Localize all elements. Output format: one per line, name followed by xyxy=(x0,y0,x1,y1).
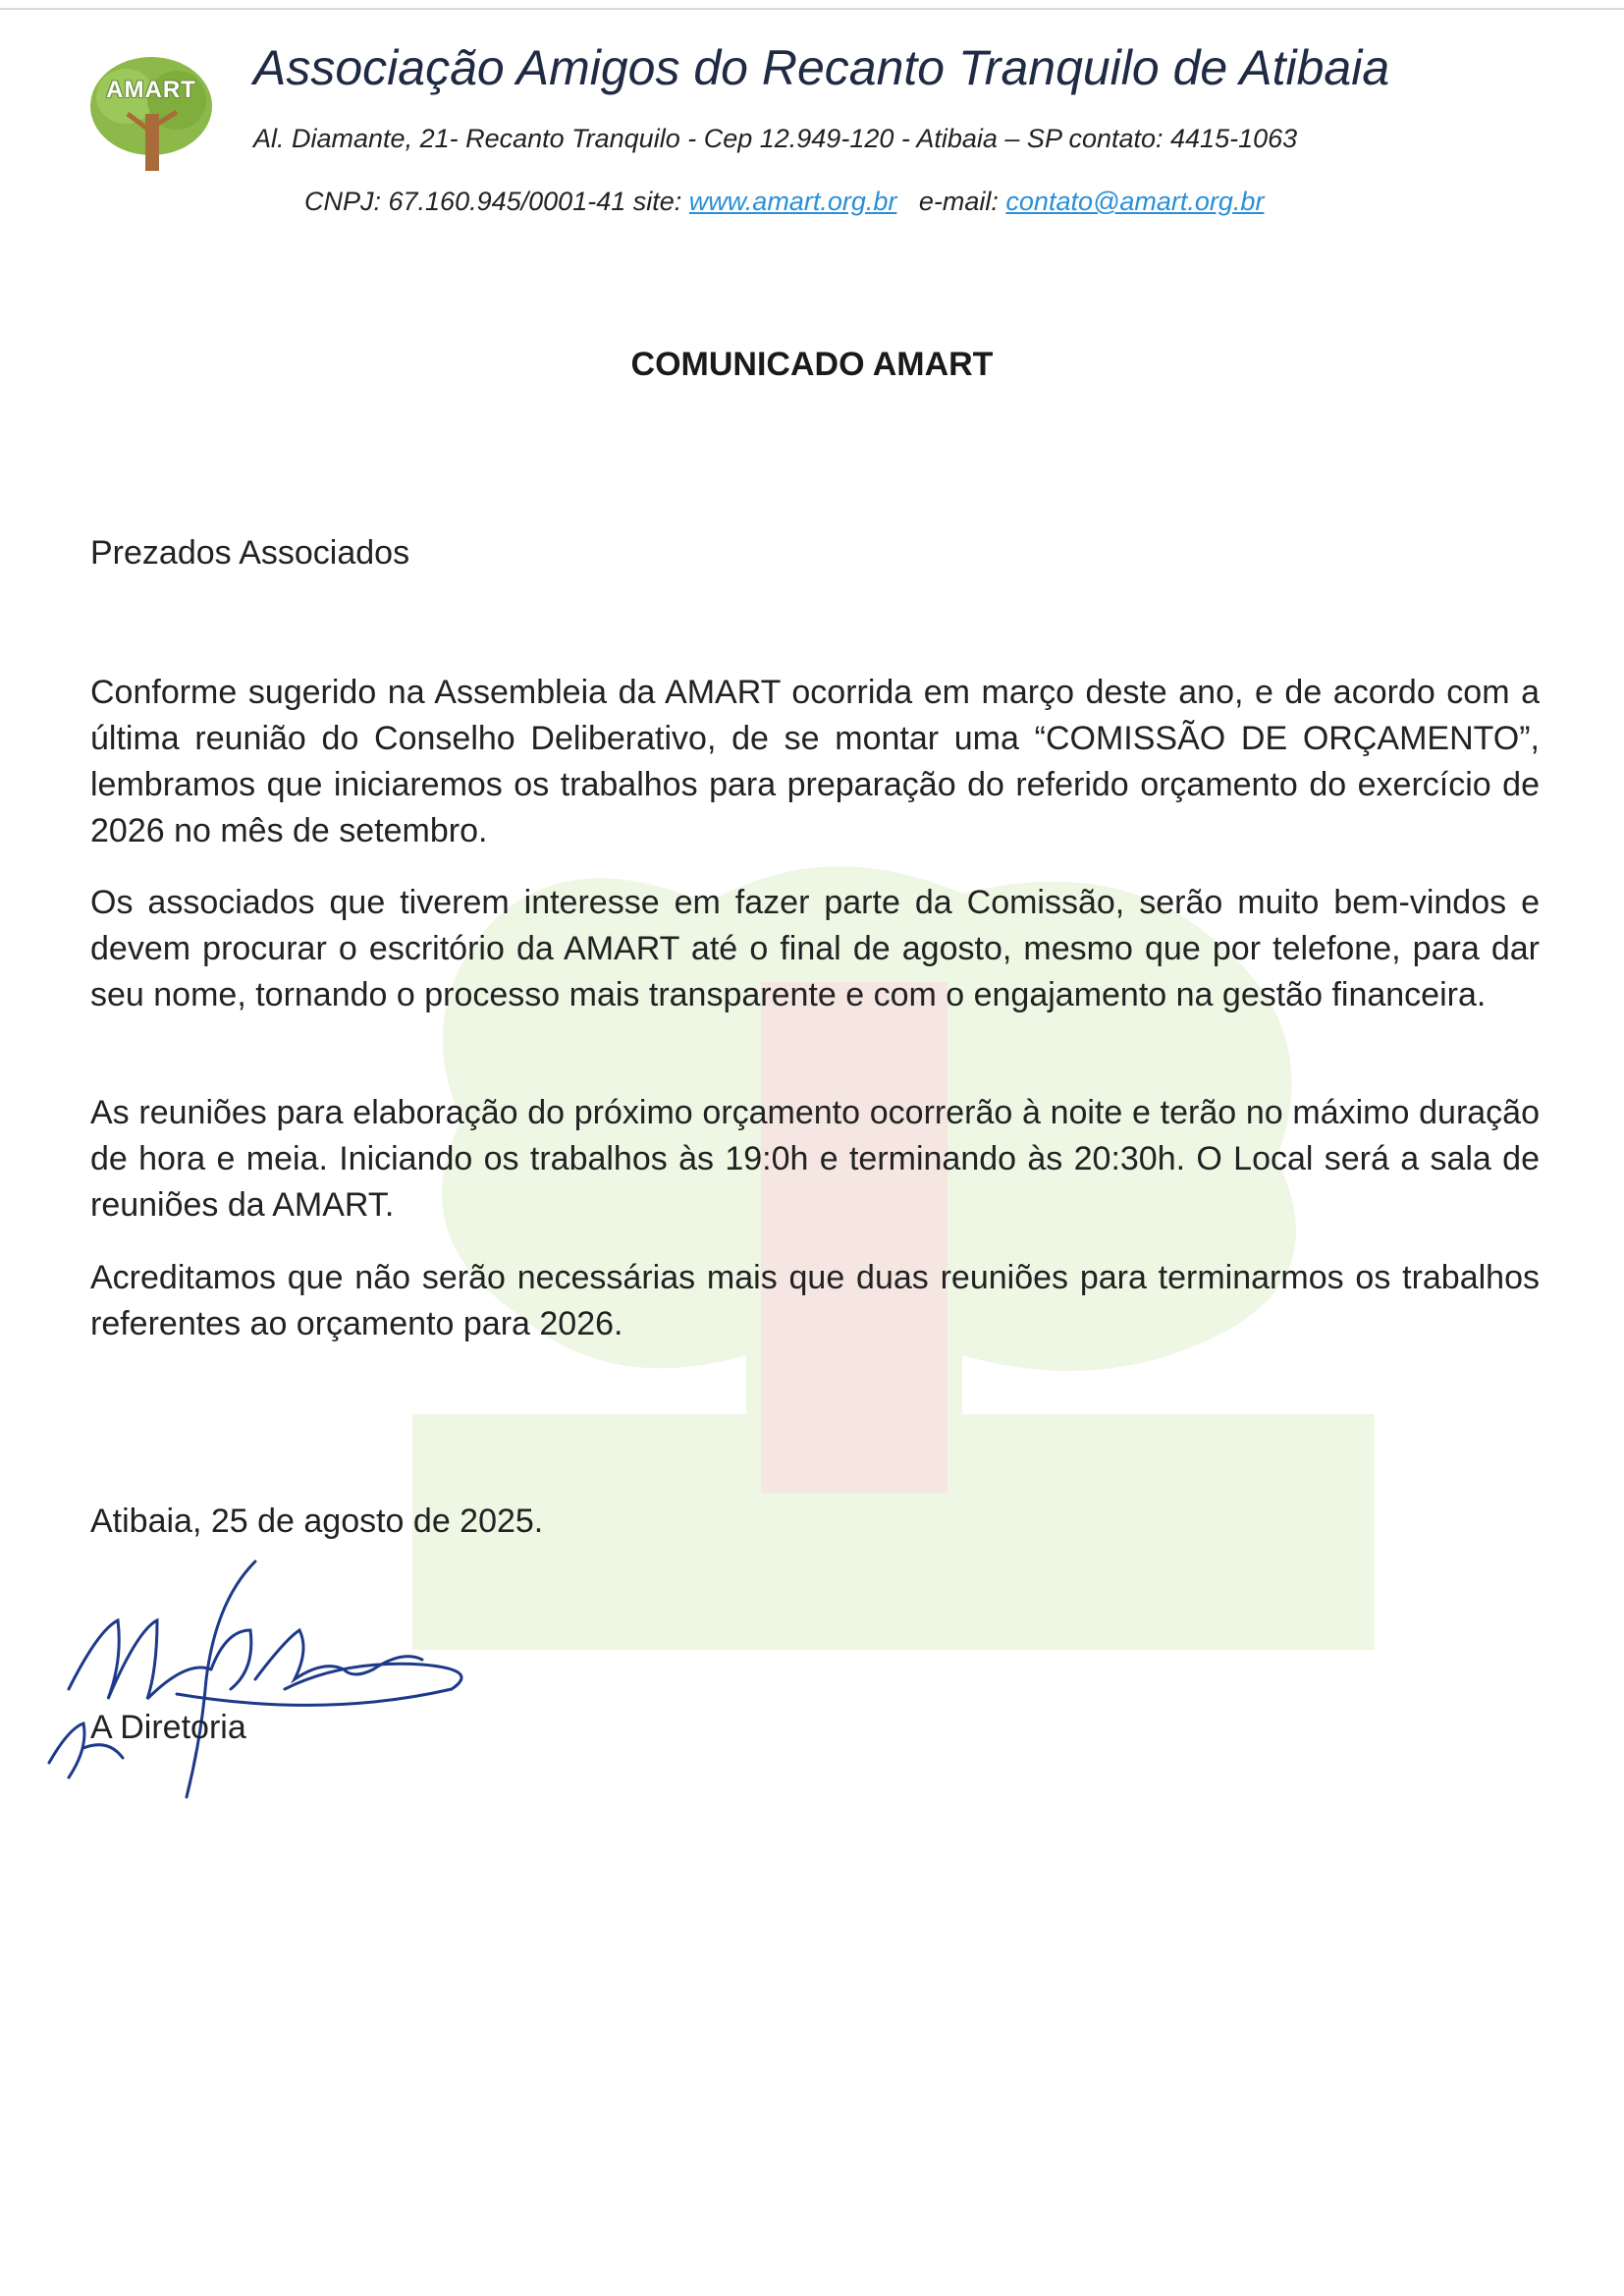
cnpj-text: CNPJ: 67.160.945/0001-41 xyxy=(304,187,626,216)
paragraph-2: Os associados que tiverem interesse em fazer parte da Comissão, serão muito bem-vindos e devem procurar o escritório da AMART até o final de agosto, mesmo que por telefone, para dar seu nome, tornando o processo mais transparente e com o engajamento na gestão financeira. xyxy=(90,884,1540,1013)
amart-logo: AMART xyxy=(86,51,216,177)
signoff: A Diretoria xyxy=(90,1709,246,1746)
paragraph-1: Conforme sugerido na Assembleia da AMART ocorrida em março deste ano, e de acordo com a última reunião do Conselho Deliberativo, de se montar uma “COMISSÃO DE ORÇAMENTO”, lembramos que iniciaremos os trabalhos para preparação do referido orçamento do exercício de 2026 no mês de setembro. xyxy=(90,674,1540,849)
paragraph-4: Acreditamos que não serão necessárias mais que duas reuniões para terminarmos os trabalhos referentes ao orçamento para 2026. xyxy=(90,1259,1540,1342)
date-line: Atibaia, 25 de agosto de 2025. xyxy=(90,1503,544,1540)
email-label: e-mail: xyxy=(918,187,999,216)
email-link[interactable]: contato@amart.org.br xyxy=(1005,187,1265,216)
contact-line xyxy=(304,187,1264,217)
document-title: COMUNICADO AMART xyxy=(630,346,994,383)
organization-address: Al. Diamante, 21- Recanto Tranquilo - Cep 12.949-120 - Atibaia – SP contato: 4415-1063 xyxy=(253,124,1298,153)
site-label: site: xyxy=(632,187,682,216)
handwritten-signature xyxy=(29,1522,481,1817)
site-link[interactable]: www.amart.org.br xyxy=(688,187,897,216)
top-edge-line xyxy=(0,8,1624,10)
organization-name: Associação Amigos do Recanto Tranquilo de Atibaia xyxy=(253,40,1390,95)
paragraph-3: As reuniões para elaboração do próximo orçamento ocorrerão à noite e terão no máximo duração de hora e meia. Iniciando os trabalhos às 19:0h e terminando às 20:30h. O Local será a sala de reuniões da AMART. xyxy=(90,1094,1540,1224)
greeting: Prezados Associados xyxy=(90,534,410,572)
